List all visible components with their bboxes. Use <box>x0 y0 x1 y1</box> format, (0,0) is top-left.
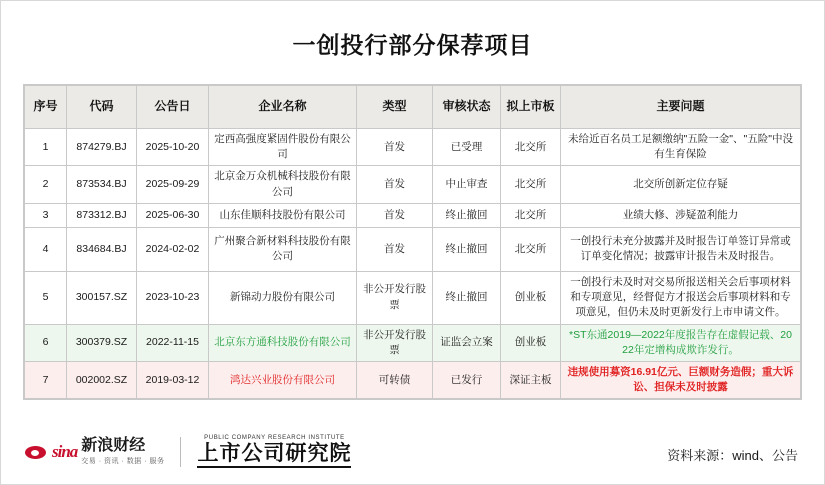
cell-type: 非公开发行股票 <box>357 324 433 361</box>
source-note: 资料来源：wind、公告 <box>667 448 798 463</box>
cell-type: 首发 <box>357 129 433 166</box>
footer <box>1 422 824 484</box>
cell-type: 首发 <box>357 203 433 227</box>
cell-status: 已受理 <box>433 129 501 166</box>
column-header-company: 企业名称 <box>209 86 357 129</box>
cell-company: 北京东方通科技股份有限公司 <box>209 324 357 361</box>
page-title: 一创投行部分保荐项目 <box>292 32 533 58</box>
cell-issue: *ST东通2019—2022年度报告存在虚假记载、2022年定增构成欺诈发行。 <box>561 324 801 361</box>
table-row <box>25 271 801 324</box>
cell-type: 非公开发行股票 <box>357 271 433 324</box>
cell-date: 2023-10-23 <box>137 271 209 324</box>
cell-code: 300157.SZ <box>67 271 137 324</box>
column-header-issue: 主要问题 <box>561 86 801 129</box>
cell-company: 鸿达兴业股份有限公司 <box>209 361 357 398</box>
cell-issue: 北交所创新定位存疑 <box>561 166 801 203</box>
cell-date: 2022-11-15 <box>137 324 209 361</box>
cell-status: 中止审查 <box>433 166 501 203</box>
cell-date: 2025-09-29 <box>137 166 209 203</box>
cell-code: 873534.BJ <box>67 166 137 203</box>
cell-type: 首发 <box>357 227 433 271</box>
cell-company: 新锦动力股份有限公司 <box>209 271 357 324</box>
cell-board: 北交所 <box>501 203 561 227</box>
cell-board: 北交所 <box>501 129 561 166</box>
column-header-status: 审核状态 <box>433 86 501 129</box>
institute-name-en: PUBLIC COMPANY RESEARCH INSTITUTE <box>204 435 345 441</box>
cell-status: 证监会立案 <box>433 324 501 361</box>
cell-code: 300379.SZ <box>67 324 137 361</box>
table-row <box>25 129 801 166</box>
projects-table-container <box>23 84 802 400</box>
sina-finance-logo <box>25 438 164 466</box>
cell-status: 终止撤回 <box>433 271 501 324</box>
cell-issue: 一创投行未及时对交易所报送相关会后事项材料和专项意见，经督促方才报送会后事项材料和专项意见，但仍未及时更新发行上市申请文件。 <box>561 271 801 324</box>
cell-code: 873312.BJ <box>67 203 137 227</box>
column-header-seq: 序号 <box>25 86 67 129</box>
cell-issue: 未给近百名员工足额缴纳"五险一金"、"五险"中没有生育保险 <box>561 129 801 166</box>
cell-company: 广州聚合新材料科技股份有限公司 <box>209 227 357 271</box>
cell-issue: 违规使用募资16.91亿元、巨额财务造假；重大诉讼、担保未及时披露 <box>561 361 801 398</box>
cell-status: 已发行 <box>433 361 501 398</box>
cell-date: 2019-03-12 <box>137 361 209 398</box>
cell-code: 002002.SZ <box>67 361 137 398</box>
institute-underline <box>197 466 351 468</box>
sina-name-block <box>81 438 164 466</box>
cell-seq: 3 <box>25 203 67 227</box>
sina-name: 新浪财经 <box>81 436 146 454</box>
cell-board: 北交所 <box>501 227 561 271</box>
cell-board: 深证主板 <box>501 361 561 398</box>
cell-seq: 1 <box>25 129 67 166</box>
projects-table <box>24 85 801 399</box>
cell-status: 终止撤回 <box>433 227 501 271</box>
table-row <box>25 361 801 398</box>
cell-code: 834684.BJ <box>67 227 137 271</box>
cell-seq: 4 <box>25 227 67 271</box>
cell-company: 山东佳顺科技股份有限公司 <box>209 203 357 227</box>
cell-type: 首发 <box>357 166 433 203</box>
table-row <box>25 203 801 227</box>
cell-seq: 2 <box>25 166 67 203</box>
cell-board: 创业板 <box>501 271 561 324</box>
sina-wordmark: sina <box>52 441 78 461</box>
cell-date: 2025-06-30 <box>137 203 209 227</box>
footer-logos <box>25 435 351 468</box>
cell-company: 北京金万众机械科技股份有限公司 <box>209 166 357 203</box>
table-row <box>25 324 801 361</box>
cell-type: 可转债 <box>357 361 433 398</box>
research-institute-logo <box>197 435 351 468</box>
institute-name-cn: 上市公司研究院 <box>197 441 352 465</box>
cell-issue: 一创投行未充分披露并及时报告订单签订异常或订单变化情况；披露审计报告未及时报告。 <box>561 227 801 271</box>
cell-seq: 5 <box>25 271 67 324</box>
cell-company: 定西高强度紧固件股份有限公司 <box>209 129 357 166</box>
cell-date: 2024-02-02 <box>137 227 209 271</box>
table-row <box>25 166 801 203</box>
cell-seq: 7 <box>25 361 67 398</box>
column-header-date: 公告日 <box>137 86 209 129</box>
sina-tagline: 交易 · 资讯 · 数据 · 服务 <box>81 457 165 465</box>
cell-seq: 6 <box>25 324 67 361</box>
cell-date: 2025-10-20 <box>137 129 209 166</box>
cell-board: 创业板 <box>501 324 561 361</box>
table-row <box>25 227 801 271</box>
table-header-row <box>25 86 801 129</box>
logo-divider <box>180 437 181 467</box>
cell-code: 874279.BJ <box>67 129 137 166</box>
cell-status: 终止撤回 <box>433 203 501 227</box>
cell-issue: 业绩大修、涉疑盈利能力 <box>561 203 801 227</box>
sina-eye-icon <box>25 446 46 459</box>
column-header-code: 代码 <box>67 86 137 129</box>
column-header-board: 拟上市板 <box>501 86 561 129</box>
cell-board: 北交所 <box>501 166 561 203</box>
column-header-type: 类型 <box>357 86 433 129</box>
